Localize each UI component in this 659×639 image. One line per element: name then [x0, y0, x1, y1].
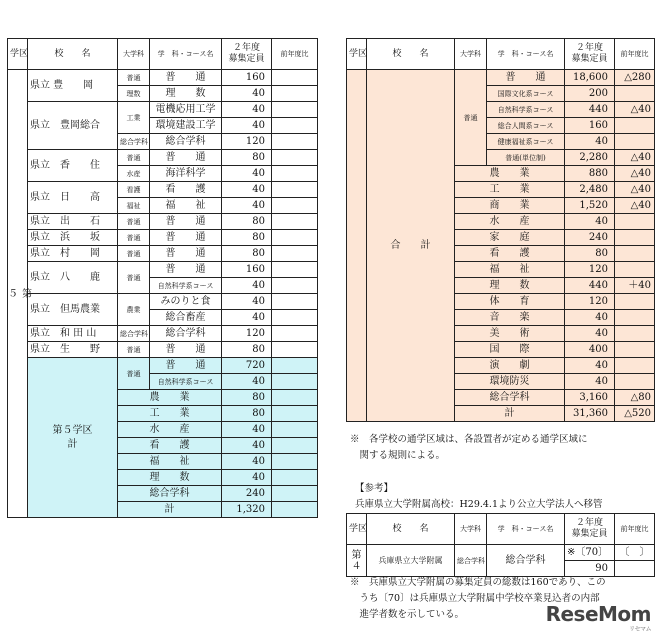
note-attached-school: ※ 兵庫県立大学附属の募集定員の総数は160であり、この うち〔70〕は兵庫県立大学附属中学校卒業見込者の内部 進学者数を示している。: [350, 577, 606, 620]
prev-value: [272, 198, 318, 214]
header-course: 学 科・コース名: [487, 39, 565, 70]
prev-value: [272, 118, 318, 134]
header-district: 学区: [347, 514, 367, 545]
header-district: 学区: [8, 39, 28, 70]
right-header-row: [347, 39, 655, 70]
quota-value: 40: [222, 374, 272, 390]
course-name: 理 数: [150, 86, 222, 102]
quota-value: 2,480: [565, 182, 615, 198]
course-name: 国 際: [455, 342, 565, 358]
course-name: 普 通: [150, 342, 222, 358]
reference-header-row: [347, 514, 655, 545]
course-name: 総合学科: [118, 486, 222, 502]
prev-value: [272, 406, 318, 422]
course-name: 普 通: [150, 246, 222, 262]
quota-value: 240: [565, 230, 615, 246]
course-name: 環境防災: [455, 374, 565, 390]
prev-value: [272, 262, 318, 278]
dept-name: 普通: [118, 262, 150, 294]
course-name: みのりと食: [150, 294, 222, 310]
quota-value: 40: [565, 374, 615, 390]
header-school: 校 名: [367, 514, 455, 545]
course-name: 総合学科: [455, 390, 565, 406]
course-name: 音 楽: [455, 310, 565, 326]
school-name: 県立 村 岡: [28, 246, 118, 262]
course-name: 普通(単位制): [487, 150, 565, 166]
quota-value: 880: [565, 166, 615, 182]
prev-value: △40: [615, 102, 655, 118]
course-name: 総合学科: [150, 134, 222, 150]
quota-value: 40: [565, 310, 615, 326]
header-dept: 大学科: [118, 39, 150, 70]
table-row: [8, 182, 318, 198]
table-row: [8, 342, 318, 358]
course-name: 理 数: [455, 278, 565, 294]
header-quota: ２年度 募集定員: [565, 514, 615, 545]
course-name: 看 護: [150, 182, 222, 198]
reference-quota: 90: [565, 561, 615, 577]
prev-value: [272, 358, 318, 374]
course-name: 普 通: [150, 150, 222, 166]
dept-name: 理数: [118, 86, 150, 102]
course-name: 総合人間系コース: [487, 118, 565, 134]
header-dept: 大学科: [455, 514, 487, 545]
quota-value: 40: [222, 422, 272, 438]
course-name: 商 業: [455, 198, 565, 214]
table-row: [8, 262, 318, 278]
course-name: 農 業: [455, 166, 565, 182]
dept-name: 普通: [118, 246, 150, 262]
header-quota: ２年度 募集定員: [565, 39, 615, 70]
quota-value: 40: [222, 166, 272, 182]
school-name: 県立 生 野: [28, 342, 118, 358]
header-prev: 前年度比: [615, 39, 655, 70]
school-name: 県立 香 住: [28, 150, 118, 182]
prev-value: [272, 182, 318, 198]
table-row: [8, 230, 318, 246]
prev-value: △520: [615, 406, 655, 422]
prev-value: [615, 214, 655, 230]
prev-value: [272, 166, 318, 182]
quota-value: 1,320: [222, 502, 272, 518]
header-course: 学 科・コース名: [150, 39, 222, 70]
reference-line: 兵庫県立大学附属高校：H29.4.1より公立大学法人へ移管: [355, 499, 603, 510]
dept-name: 農業: [118, 294, 150, 326]
course-name: 演 劇: [455, 358, 565, 374]
quota-value: 160: [222, 262, 272, 278]
quota-value: 120: [222, 326, 272, 342]
reference-title: 【参考】: [355, 483, 394, 494]
quota-value: 440: [565, 102, 615, 118]
course-name: 工 業: [455, 182, 565, 198]
course-name: 農 業: [118, 390, 222, 406]
quota-value: 40: [222, 278, 272, 294]
quota-value: 40: [222, 310, 272, 326]
reference-district: 第 ４: [347, 545, 367, 577]
course-name: 理 数: [118, 470, 222, 486]
prev-value: [615, 294, 655, 310]
header-prev: 前年度比: [272, 39, 318, 70]
course-name: 福 祉: [455, 262, 565, 278]
course-name: 福 祉: [150, 198, 222, 214]
course-name: 美 術: [455, 326, 565, 342]
quota-value: 18,600: [565, 70, 615, 86]
resemom-logo: [546, 602, 651, 633]
prev-value: [615, 86, 655, 102]
prev-value: [272, 342, 318, 358]
prev-value: [272, 422, 318, 438]
quota-value: 40: [222, 86, 272, 102]
prev-value: [272, 390, 318, 406]
quota-value: 40: [565, 134, 615, 150]
prev-value: [615, 326, 655, 342]
dept-name: 普通: [455, 70, 487, 166]
prev-value: [272, 278, 318, 294]
quota-value: 80: [222, 390, 272, 406]
course-name: 計: [118, 502, 222, 518]
header-course: 学 科・コース名: [487, 514, 565, 545]
prev-value: [272, 502, 318, 518]
dept-name: 普通: [118, 70, 150, 86]
dept-name: 普通: [118, 150, 150, 166]
quota-value: 40: [565, 214, 615, 230]
course-name: 海洋科学: [150, 166, 222, 182]
header-quota: ２年度 募集定員: [222, 39, 272, 70]
dept-name: 工業: [118, 102, 150, 134]
course-name: 普 通: [150, 262, 222, 278]
quota-value: 120: [565, 262, 615, 278]
quota-value: 1,520: [565, 198, 615, 214]
right-quota-table: [346, 38, 655, 422]
quota-value: 40: [222, 438, 272, 454]
prev-value: [272, 102, 318, 118]
quota-value: 160: [565, 118, 615, 134]
course-name: 総合畜産: [150, 310, 222, 326]
prev-value: △80: [615, 390, 655, 406]
prev-value: [615, 374, 655, 390]
course-name: 普 通: [150, 230, 222, 246]
district-label: 第 ５: [8, 70, 28, 518]
quota-value: 80: [222, 246, 272, 262]
dept-name: 総合学科: [118, 326, 150, 342]
quota-value: 80: [222, 150, 272, 166]
school-name: 県立 出 石: [28, 214, 118, 230]
left-header-row: [8, 39, 318, 70]
prev-value: [272, 86, 318, 102]
school-name: 県立 但馬農業: [28, 294, 118, 326]
dept-name: 看護: [118, 182, 150, 198]
course-name: 工 業: [118, 406, 222, 422]
prev-value: [272, 70, 318, 86]
reference-prev-bracket: 〔 〕: [615, 545, 655, 561]
course-name: 計: [455, 406, 565, 422]
table-row: [8, 150, 318, 166]
table-row: [8, 246, 318, 262]
quota-value: 80: [222, 406, 272, 422]
prev-value: [272, 486, 318, 502]
reference-school: 兵庫県立大学附属: [367, 545, 455, 577]
subtotal-label: 第５学区 計: [28, 358, 118, 518]
course-name: 総合学科: [150, 326, 222, 342]
course-name: 普 通: [487, 70, 565, 86]
quota-value: 80: [222, 230, 272, 246]
prev-value: △40: [615, 166, 655, 182]
quota-value: 80: [565, 246, 615, 262]
quota-value: 80: [222, 214, 272, 230]
dept-name: 普通: [118, 342, 150, 358]
table-row: [8, 102, 318, 118]
left-quota-table: [7, 38, 318, 518]
header-dept: 大学科: [455, 39, 487, 70]
table-row: [8, 326, 318, 342]
prev-value: [615, 246, 655, 262]
quota-value: 160: [222, 70, 272, 86]
prev-value: [272, 310, 318, 326]
course-name: 看 護: [118, 438, 222, 454]
table-row: [8, 70, 318, 86]
prev-value: [272, 214, 318, 230]
prev-value: [615, 342, 655, 358]
prev-value: [615, 310, 655, 326]
prev-value: [615, 118, 655, 134]
dept-name: 普通: [118, 230, 150, 246]
prev-value: ＋40: [615, 278, 655, 294]
course-name: 電機応用工学: [150, 102, 222, 118]
quota-value: 440: [565, 278, 615, 294]
quota-value: 240: [222, 486, 272, 502]
quota-value: 40: [222, 198, 272, 214]
header-school: 校 名: [28, 39, 118, 70]
course-name: 普 通: [150, 358, 222, 374]
quota-value: 120: [222, 134, 272, 150]
prev-value: △280: [615, 70, 655, 86]
course-name: 自然科学系コース: [150, 374, 222, 390]
prev-value: △40: [615, 182, 655, 198]
dept-name: 普通: [118, 214, 150, 230]
prev-value: △40: [615, 198, 655, 214]
dept-name: 総合学科: [118, 134, 150, 150]
dept-name: 水産: [118, 166, 150, 182]
quota-value: 40: [565, 358, 615, 374]
table-row: [8, 214, 318, 230]
header-prev: 前年度比: [615, 514, 655, 545]
reference-row: [347, 545, 655, 561]
table-row: [347, 70, 655, 86]
course-name: 健康福祉系コース: [487, 134, 565, 150]
header-district: 学区: [347, 39, 367, 70]
prev-value: [272, 134, 318, 150]
prev-value: [272, 294, 318, 310]
prev-value: △40: [615, 150, 655, 166]
quota-value: 40: [222, 294, 272, 310]
quota-value: 40: [222, 182, 272, 198]
prev-value: [272, 374, 318, 390]
quota-value: 200: [565, 86, 615, 102]
school-name: 県立 八 鹿: [28, 262, 118, 294]
quota-value: 80: [222, 342, 272, 358]
course-name: 体 育: [455, 294, 565, 310]
reference-quota-bracket: ※〔70〕: [565, 545, 615, 561]
quota-value: 40: [222, 470, 272, 486]
school-name: 県立 豊 岡: [28, 70, 118, 102]
prev-value: [615, 134, 655, 150]
prev-value: [272, 470, 318, 486]
quota-value: 2,280: [565, 150, 615, 166]
course-name: 自然科学系コース: [150, 278, 222, 294]
school-name: 県立 浜 坂: [28, 230, 118, 246]
logo-subtext: リセマム: [629, 626, 651, 633]
quota-value: 120: [565, 294, 615, 310]
table-row: [8, 294, 318, 310]
quota-value: 400: [565, 342, 615, 358]
course-name: 普 通: [150, 70, 222, 86]
reference-dept: 総合学科: [455, 545, 487, 577]
prev-value: [272, 326, 318, 342]
quota-value: 3,160: [565, 390, 615, 406]
dept-name: 福祉: [118, 198, 150, 214]
course-name: 水 産: [118, 422, 222, 438]
prev-value: [615, 262, 655, 278]
total-label: 合 計: [367, 70, 455, 422]
prev-value: [615, 358, 655, 374]
course-name: 看 護: [455, 246, 565, 262]
school-name: 県立 豊岡総合: [28, 102, 118, 150]
course-name: 普 通: [150, 214, 222, 230]
quota-value: 40: [222, 118, 272, 134]
note-district-rule: ※ 各学校の通学区域は、各設置者が定める通学区域に 関する規則による。: [350, 434, 588, 461]
course-name: 国際文化系コース: [487, 86, 565, 102]
prev-value: [272, 150, 318, 166]
district-empty: [347, 70, 367, 422]
prev-value: [272, 454, 318, 470]
course-name: 家 庭: [455, 230, 565, 246]
prev-value: [272, 230, 318, 246]
school-name: 県立 日 高: [28, 182, 118, 214]
header-school: 校 名: [367, 39, 455, 70]
prev-value: [272, 438, 318, 454]
quota-value: 31,360: [565, 406, 615, 422]
subtotal-row: [8, 358, 318, 374]
course-name: 福 祉: [118, 454, 222, 470]
quota-value: 40: [565, 326, 615, 342]
reference-table: [346, 513, 655, 577]
dept-name: 普通: [118, 358, 150, 390]
quota-value: 40: [222, 454, 272, 470]
prev-value: [615, 230, 655, 246]
prev-value: [272, 246, 318, 262]
reference-course: 総合学科: [487, 545, 565, 577]
course-name: 水 産: [455, 214, 565, 230]
quota-value: 40: [222, 102, 272, 118]
quota-value: 720: [222, 358, 272, 374]
logo-text: ReseMom: [545, 602, 651, 626]
course-name: 自然科学系コース: [487, 102, 565, 118]
school-name: 県立 和 田 山: [28, 326, 118, 342]
course-name: 環境建設工学: [150, 118, 222, 134]
